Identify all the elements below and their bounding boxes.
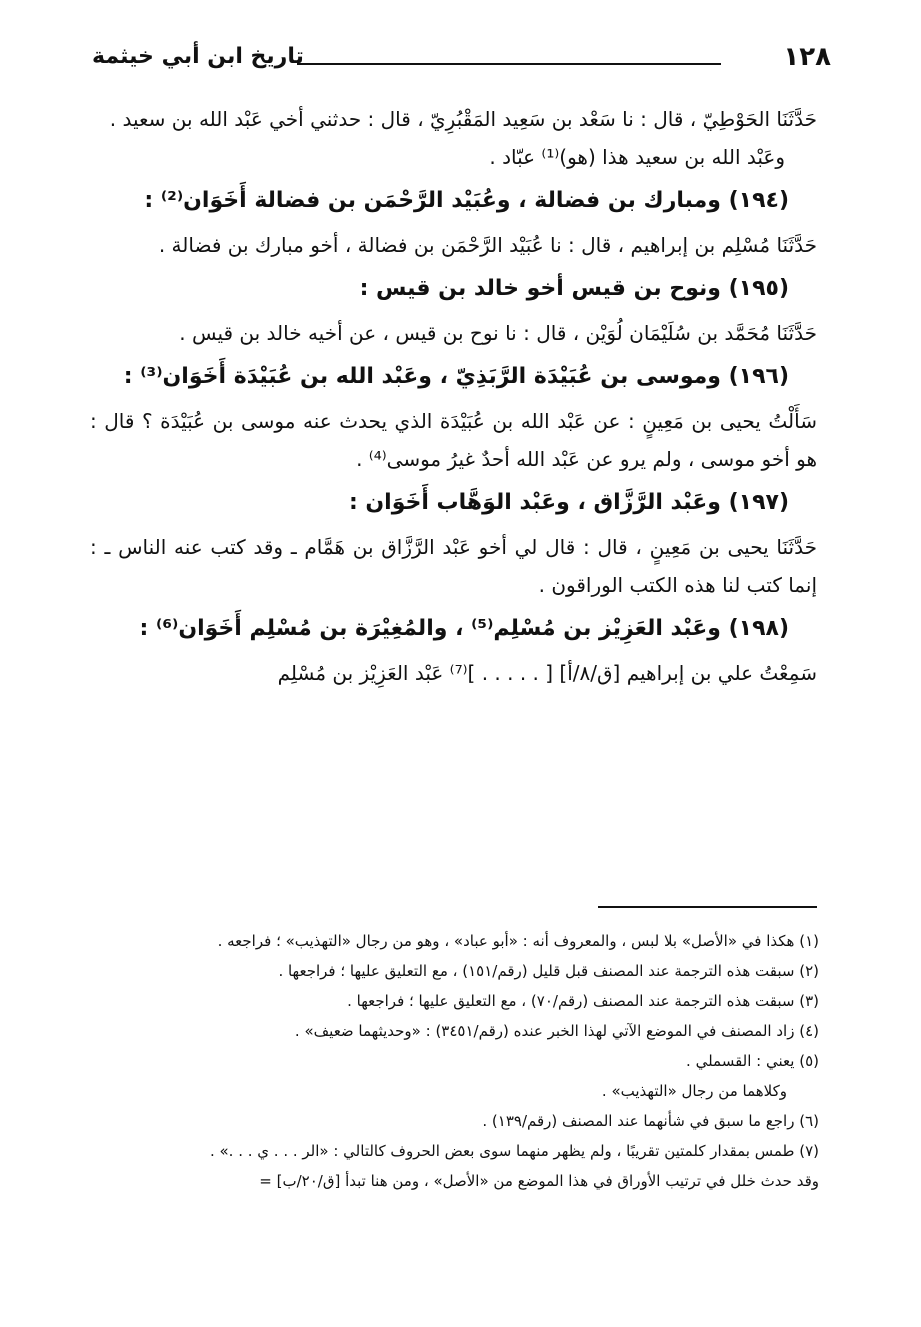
- paragraph-3: حَدَّثَنَا مُسْلِم بن إبراهيم ، قال : نا عُبَيْد الرَّحْمَن بن فضالة ، أخو مبارك بن فضالة .: [158, 233, 817, 257]
- footnote-7-continuation: وقد حدث خلل في ترتيب الأوراق في هذا الموضع من «الأصل» ، ومن هنا تبدأ [ق/٢٠/ب] =: [259, 1172, 819, 1190]
- footnote-2: (٢) سبقت هذه الترجمة عند المصنف قبل قليل (رقم/١٥١) ، مع التعليق عليها ؛ فراجعها .: [278, 962, 819, 980]
- paragraph-6: حَدَّثَنَا يحيى بن مَعِينٍ ، قال : قال لي أخو عَبْد الرَّزَّاق بن هَمَّام ـ وقد كتب عنه الناس ـ : إنما كتب لنا هذه الكتب الوراقون .: [90, 535, 817, 597]
- entry-194-title: (١٩٤) ومبارك بن فضالة ، وعُبَيْد الرَّحْمَن بن فضالة أَخَوَان⁽²⁾ :: [144, 188, 789, 213]
- footnote-5-continuation: وكلاهما من رجال «التهذيب» .: [601, 1082, 787, 1100]
- entry-196-title: (١٩٦) وموسى بن عُبَيْدَة الرَّبَذِيّ ، وعَبْد الله بن عُبَيْدَة أَخَوَان⁽³⁾ :: [123, 364, 789, 389]
- paragraph-4: حَدَّثَنَا مُحَمَّد بن سُلَيْمَان لُوَيْن ، قال : نا نوح بن قيس ، عن أخيه خالد بن قيس .: [179, 321, 817, 345]
- footnote-3: (٣) سبقت هذه الترجمة عند المصنف (رقم/٧٠) ، مع التعليق عليها ؛ فراجعها .: [347, 992, 819, 1010]
- footnote-5: (٥) يعني : القسملي .: [686, 1052, 819, 1070]
- footnote-4: (٤) زاد المصنف في الموضع الآتي لهذا الخبر عنده (رقم/٣٤٥١) : «وحديثهما ضعيف» .: [294, 1022, 819, 1040]
- footnote-7: (٧) طمس بمقدار كلمتين تقريبًا ، ولم يظهر منهما سوى بعض الحروف كالتالي : «الر . . . ي . . .» .: [209, 1142, 819, 1160]
- footnotes: [90, 926, 819, 1196]
- paragraph-7: سَمِعْتُ علي بن إبراهيم [ق/٨/أ] [ . . . . . ]⁽⁷⁾ عَبْد العَزِيْز بن مُسْلِم: [277, 661, 817, 685]
- book-title: تاريخ ابن أبي خيثمة: [92, 44, 304, 69]
- main-text: [90, 100, 817, 692]
- page-number: ١٢٨: [783, 42, 831, 72]
- footnote-6: (٦) راجع ما سبق في شأنهما عند المصنف (رقم/١٣٩) .: [482, 1112, 819, 1130]
- header-rule: [297, 63, 721, 65]
- entry-197-title: (١٩٧) وعَبْد الرَّزَّاق ، وعَبْد الوَهَّاب أَخَوَان :: [348, 490, 789, 515]
- paragraph-1: حَدَّثَنَا الحَوْطِيّ ، قال : نا سَعْد بن سَعِيد المَقْبُرِيّ ، قال : حدثني أخي عَبْد الله بن سعيد .: [109, 107, 817, 131]
- paragraph-5: سَأَلْتُ يحيى بن مَعِينٍ : عن عَبْد الله بن عُبَيْدَة الذي يحدث عنه موسى بن عُبَيْدَة ؟ قال : هو أخو موسى ، ولم يرو عن عَبْد الله أحدٌ غيرُ موسى⁽⁴⁾ .: [90, 409, 817, 471]
- footnote-1: (١) هكذا في «الأصل» بلا لبس ، والمعروف أنه : «أبو عباد» ، وهو من رجال «التهذيب» ؛ فراجعه .: [217, 932, 819, 950]
- paragraph-2: وعَبْد الله بن سعيد هذا (هو)⁽¹⁾ عبّاد .: [489, 145, 785, 169]
- page-header: [92, 42, 831, 82]
- footnote-separator: [598, 906, 817, 908]
- entry-195-title: (١٩٥) ونوح بن قيس أخو خالد بن قيس :: [359, 276, 789, 301]
- entry-198-title: (١٩٨) وعَبْد العَزِيْز بن مُسْلِم⁽⁵⁾ ، والمُغِيْرَة بن مُسْلِم أَخَوَان⁽⁶⁾ :: [139, 616, 789, 641]
